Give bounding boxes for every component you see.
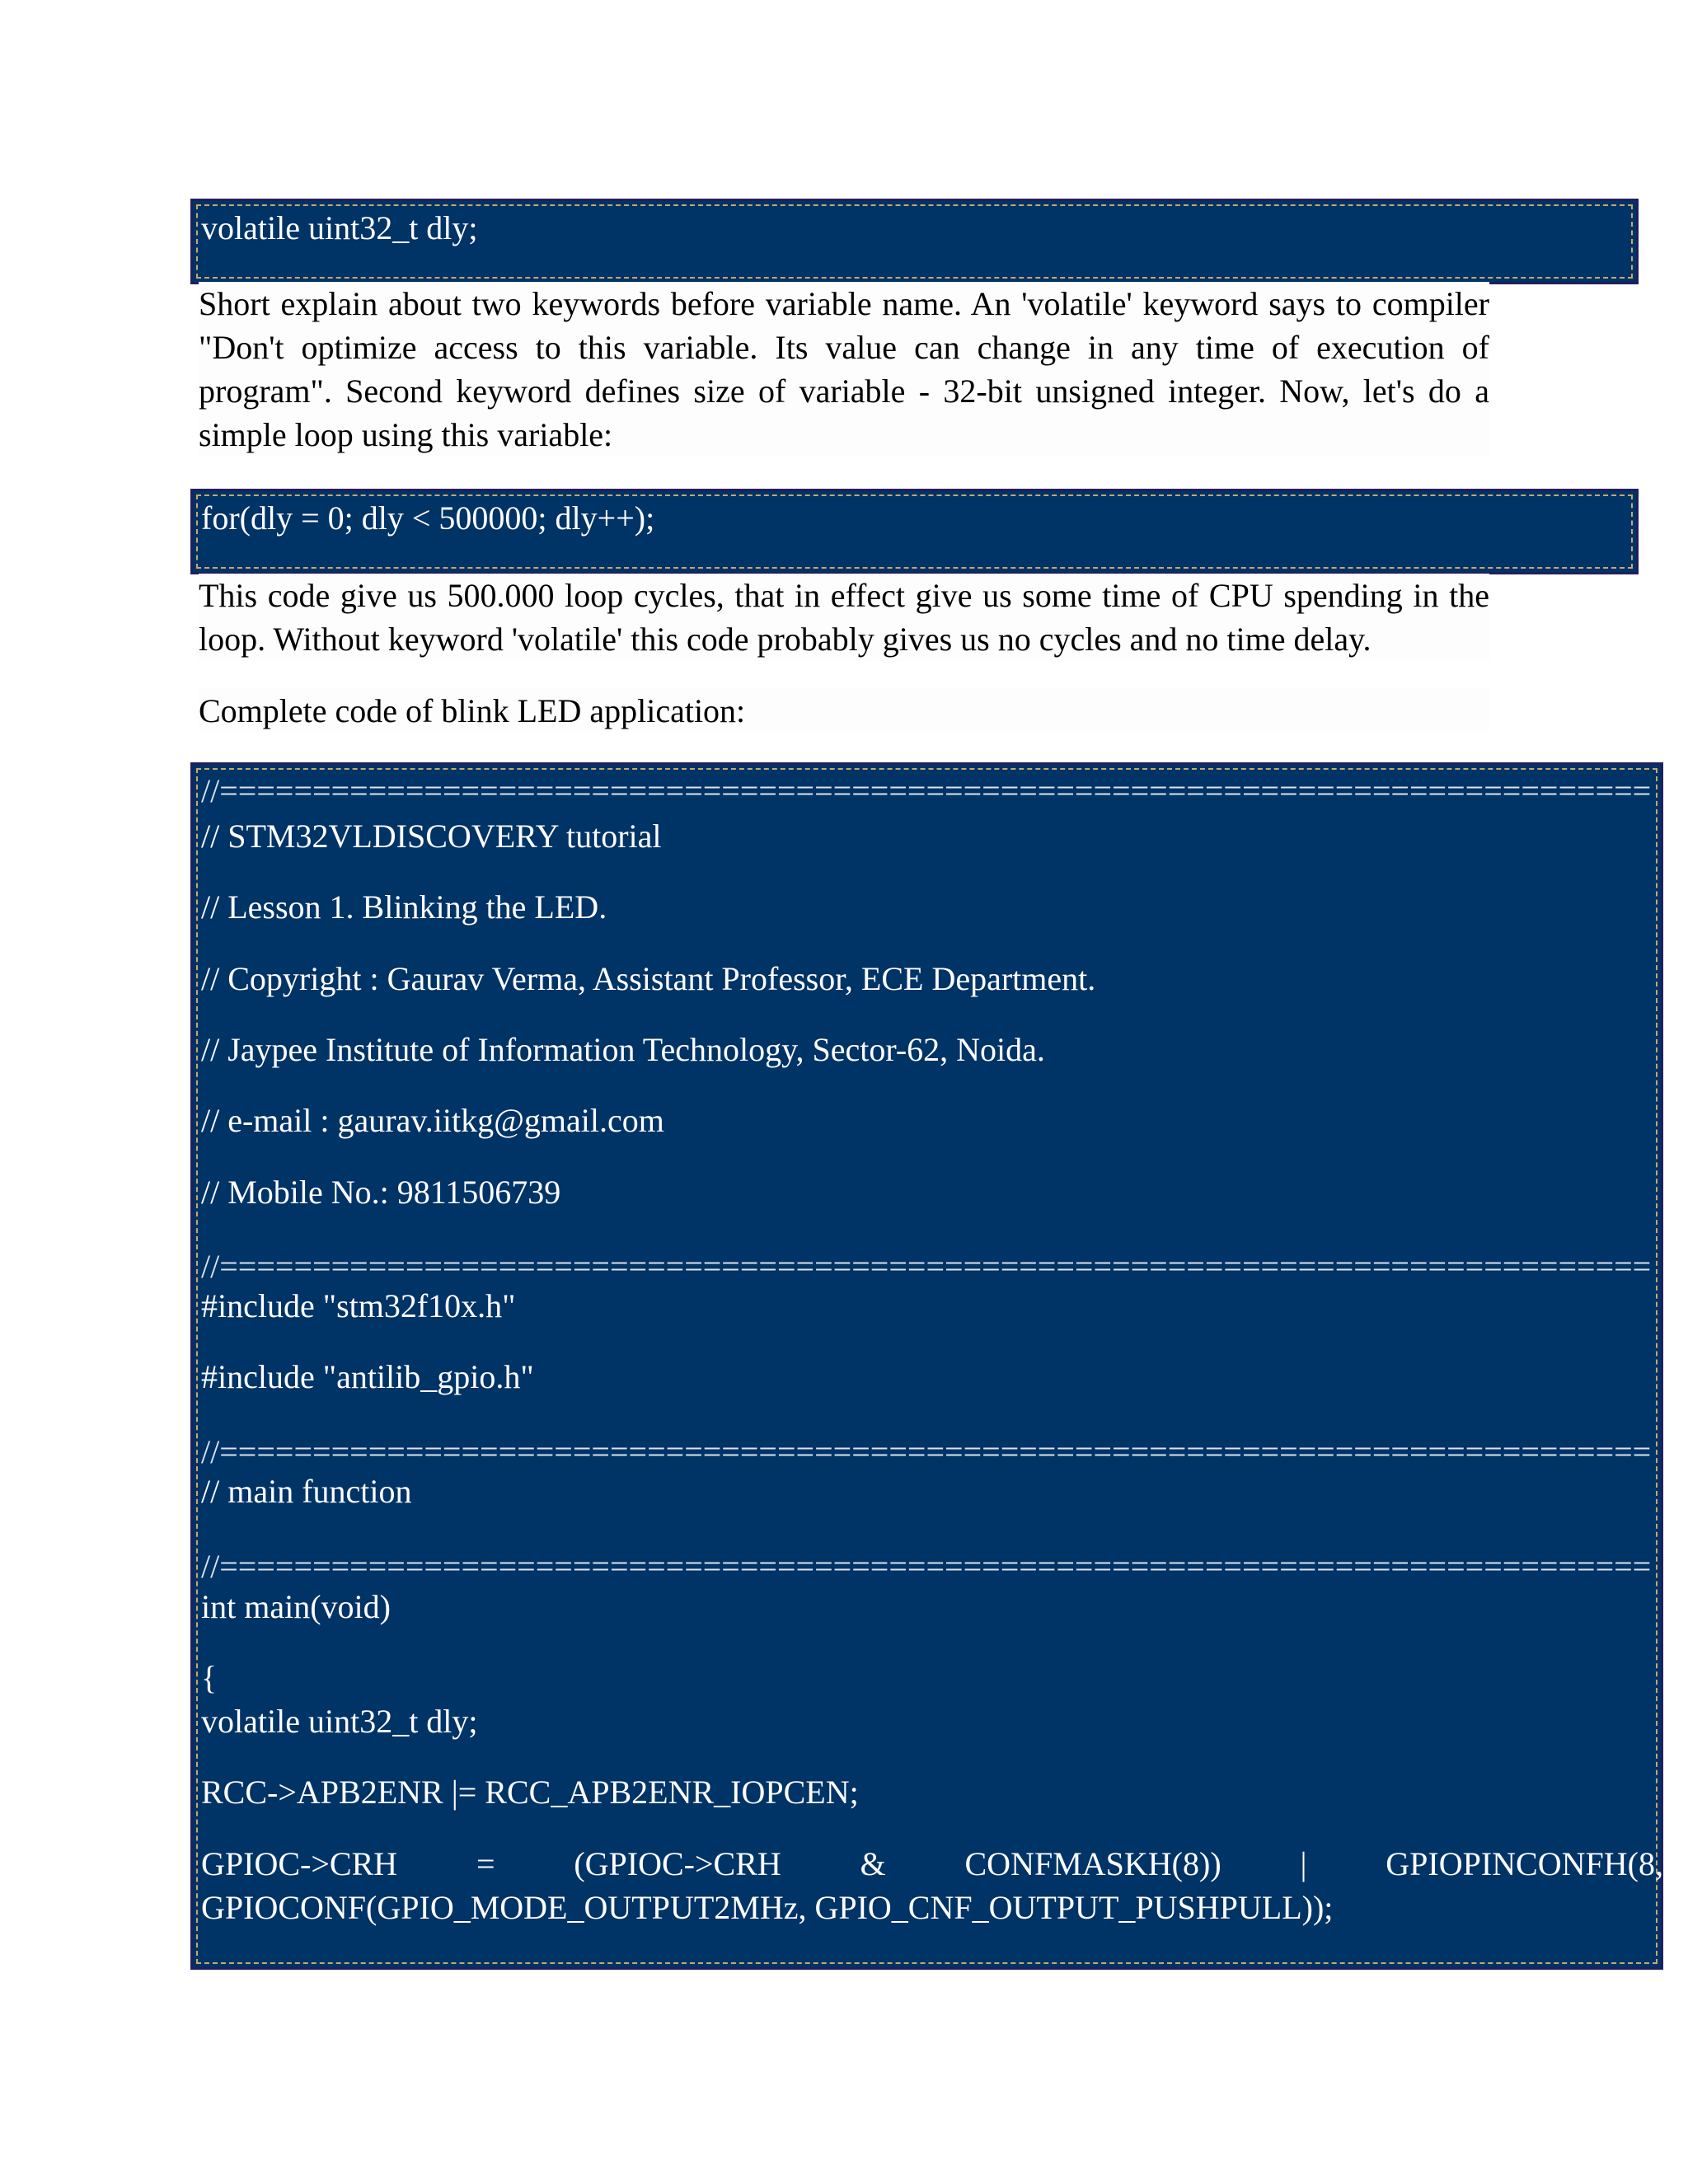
- code-token: CONFMASKH(8)): [964, 1845, 1221, 1882]
- code-snippet-loop: [190, 489, 1639, 574]
- paragraph-loop-explanation: This code give us 500.000 loop cycles, that in effect give us some time of CPU spending in the loop. Without keyword 'volatile' this code probably gives us no cycles and no time delay.: [199, 574, 1489, 661]
- code-line-main-signature: int main(void): [201, 1588, 391, 1625]
- code-line-rcc-enable: RCC->APB2ENR |= RCC_APB2ENR_IOPCEN;: [201, 1774, 859, 1811]
- code-token: (GPIOC->CRH: [574, 1845, 781, 1882]
- code-snippet-declaration: [190, 199, 1639, 284]
- code-token: |: [1300, 1845, 1307, 1882]
- comment-line-copyright: // Copyright : Gaurav Verma, Assistant Professor, ECE Department.: [201, 960, 1096, 997]
- code-line-gpio-config: [201, 1842, 1663, 1886]
- separator-line: //=============================================================================: [201, 1437, 1652, 1467]
- comment-line-lesson: // Lesson 1. Blinking the LED.: [201, 888, 607, 926]
- comment-line-mobile: // Mobile No.: 9811506739: [201, 1174, 561, 1211]
- separator-line: //=============================================================================: [201, 776, 1652, 806]
- comment-line-institute: // Jaypee Institute of Information Technology, Sector-62, Noida.: [201, 1031, 1045, 1068]
- paragraph-complete-code-intro: Complete code of blink LED application:: [199, 689, 1489, 733]
- separator-line: //=============================================================================: [201, 1552, 1652, 1582]
- comment-line-title: // STM32VLDISCOVERY tutorial: [201, 818, 662, 855]
- code-line-declaration: volatile uint32_t dly;: [201, 1703, 478, 1740]
- comment-line-main-function: // main function: [201, 1473, 412, 1510]
- comment-line-email: // e-mail : gaurav.iitkg@gmail.com: [201, 1102, 664, 1139]
- code-token: =: [476, 1845, 495, 1882]
- include-line: #include "antilib_gpio.h": [201, 1358, 534, 1395]
- code-line-open-brace: {: [201, 1659, 218, 1696]
- separator-line: //=============================================================================: [201, 1252, 1652, 1282]
- code-line: volatile uint32_t dly;: [201, 209, 478, 246]
- code-line-gpio-config-continued: GPIOCONF(GPIO_MODE_OUTPUT2MHz, GPIO_CNF_OUTPUT_PUSHPULL));: [201, 1889, 1334, 1926]
- paragraph-volatile-explanation: Short explain about two keywords before variable name. An 'volatile' keyword says to compiler "Don't optimize access to this variable. Its value can change in any time of execution of program". Second keyword defines size of variable - 32-bit unsigned integer. Now, let's do a simple loop using this variable:: [199, 282, 1489, 457]
- code-listing-blink-led: [190, 762, 1663, 1970]
- code-line: for(dly = 0; dly < 500000; dly++);: [201, 499, 655, 537]
- include-line: #include "stm32f10x.h": [201, 1287, 516, 1324]
- code-token: GPIOC->CRH: [201, 1845, 398, 1882]
- code-token: &: [860, 1845, 886, 1882]
- code-token: GPIOPINCONFH(8,: [1386, 1845, 1663, 1882]
